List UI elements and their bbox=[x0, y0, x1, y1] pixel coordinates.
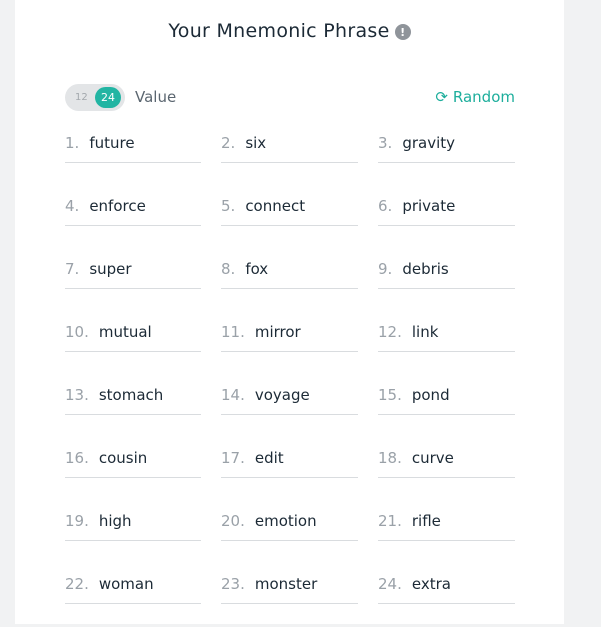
word-field[interactable] bbox=[378, 501, 515, 541]
word-number: 12. bbox=[378, 322, 402, 341]
word-number: 16. bbox=[65, 448, 89, 467]
page-title: Your Mnemonic Phrase bbox=[168, 20, 390, 42]
word-number: 11. bbox=[221, 322, 245, 341]
word-field[interactable] bbox=[221, 501, 358, 541]
word-text: voyage bbox=[254, 385, 310, 404]
word-field[interactable] bbox=[221, 186, 358, 226]
word-field[interactable] bbox=[65, 564, 201, 604]
word-field[interactable] bbox=[378, 438, 515, 478]
word-text: private bbox=[402, 196, 456, 215]
word-field[interactable] bbox=[65, 501, 201, 541]
word-number: 14. bbox=[221, 385, 245, 404]
refresh-icon: ⟳ bbox=[435, 87, 448, 106]
mnemonic-card bbox=[15, 0, 564, 624]
word-text: future bbox=[89, 133, 135, 152]
word-text: six bbox=[245, 133, 267, 152]
word-number: 1. bbox=[65, 133, 80, 152]
word-number: 10. bbox=[65, 322, 89, 341]
toggle-option-12[interactable]: 12 bbox=[75, 92, 88, 103]
word-text: mirror bbox=[254, 322, 301, 341]
word-text: debris bbox=[402, 259, 449, 278]
word-number: 4. bbox=[65, 196, 80, 215]
word-number: 23. bbox=[221, 574, 245, 593]
word-number: 6. bbox=[378, 196, 393, 215]
word-text: super bbox=[89, 259, 132, 278]
word-field[interactable] bbox=[378, 186, 515, 226]
word-field[interactable] bbox=[65, 375, 201, 415]
word-field[interactable] bbox=[65, 123, 201, 163]
word-field[interactable] bbox=[221, 249, 358, 289]
word-count-toggle[interactable] bbox=[65, 84, 125, 111]
word-text: fox bbox=[245, 259, 269, 278]
word-text: mutual bbox=[98, 322, 152, 341]
word-field[interactable] bbox=[378, 249, 515, 289]
toggle-option-24[interactable]: 24 bbox=[95, 87, 121, 108]
word-number: 13. bbox=[65, 385, 89, 404]
word-text: emotion bbox=[254, 511, 317, 530]
word-number: 17. bbox=[221, 448, 245, 467]
word-field[interactable] bbox=[378, 564, 515, 604]
word-text: monster bbox=[254, 574, 318, 593]
word-text: enforce bbox=[89, 196, 146, 215]
title-row bbox=[15, 18, 564, 44]
word-number: 20. bbox=[221, 511, 245, 530]
word-field[interactable] bbox=[65, 249, 201, 289]
word-number: 18. bbox=[378, 448, 402, 467]
word-text: extra bbox=[411, 574, 451, 593]
word-number: 8. bbox=[221, 259, 236, 278]
word-field[interactable] bbox=[378, 123, 515, 163]
word-text: stomach bbox=[98, 385, 164, 404]
word-text: edit bbox=[254, 448, 284, 467]
word-text: woman bbox=[98, 574, 154, 593]
word-text: connect bbox=[245, 196, 306, 215]
word-number: 24. bbox=[378, 574, 402, 593]
word-text: high bbox=[98, 511, 132, 530]
word-number: 21. bbox=[378, 511, 402, 530]
word-text: rifle bbox=[411, 511, 441, 530]
random-button[interactable] bbox=[435, 88, 515, 106]
controls-row bbox=[65, 83, 515, 111]
word-field[interactable] bbox=[65, 186, 201, 226]
word-text: link bbox=[411, 322, 439, 341]
word-field[interactable] bbox=[378, 312, 515, 352]
word-field[interactable] bbox=[65, 438, 201, 478]
word-number: 9. bbox=[378, 259, 393, 278]
word-number: 22. bbox=[65, 574, 89, 593]
word-field[interactable] bbox=[221, 375, 358, 415]
word-field[interactable] bbox=[221, 438, 358, 478]
word-grid bbox=[65, 123, 515, 627]
word-text: gravity bbox=[402, 133, 455, 152]
word-number: 2. bbox=[221, 133, 236, 152]
word-field[interactable] bbox=[221, 312, 358, 352]
info-icon[interactable]: ! bbox=[395, 24, 411, 40]
word-number: 19. bbox=[65, 511, 89, 530]
random-button-label: Random bbox=[452, 88, 515, 106]
word-text: curve bbox=[411, 448, 454, 467]
word-field[interactable] bbox=[65, 312, 201, 352]
word-number: 5. bbox=[221, 196, 236, 215]
value-label: Value bbox=[135, 88, 177, 106]
word-text: pond bbox=[411, 385, 450, 404]
word-field[interactable] bbox=[221, 123, 358, 163]
word-field[interactable] bbox=[378, 375, 515, 415]
word-number: 3. bbox=[378, 133, 393, 152]
word-field[interactable] bbox=[221, 564, 358, 604]
word-number: 7. bbox=[65, 259, 80, 278]
word-number: 15. bbox=[378, 385, 402, 404]
word-text: cousin bbox=[98, 448, 148, 467]
